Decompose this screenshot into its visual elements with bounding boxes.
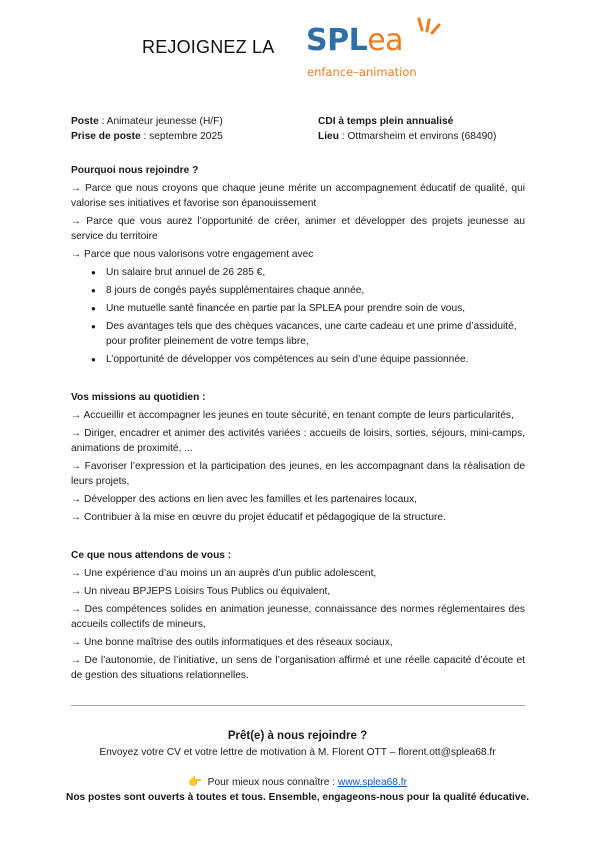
lieu-value: : Ottmarsheim et environs (68490) — [338, 131, 497, 142]
logo-word-ea: ea — [367, 23, 404, 58]
expect-title: Ce que nous attendons de vous : — [71, 550, 232, 561]
footer-slogan: Nos postes sont ouverts à toutes et tous. Ensemble, engageons-nous pour la qualité éducative. — [65, 792, 530, 803]
join-heading: REJOIGNEZ LA — [142, 37, 275, 57]
mission-item: → Favoriser l’expression et la participation des jeunes, en les accompagnant dans la réalisation de leurs projets, — [71, 461, 525, 487]
logo-word-sp: SPL — [306, 23, 368, 58]
expect-item: → Des compétences solides en animation jeunesse, connaissance des normes réglementaires des accueils collectifs de mineurs, — [71, 604, 525, 630]
expect-item: → De l’autonomie, de l’initiative, un sens de l’organisation affirmé et une réelle capacité d’écoute et de gestion des situations relationnelles. — [71, 655, 525, 681]
header — [0, 14, 595, 84]
poste-value: : Animateur jeunesse (H/F) — [98, 116, 223, 127]
benefit-item: ● 8 jours de congés payés supplémentaires chaque année, — [91, 283, 525, 298]
mission-item: → Accueillir et accompagner les jeunes en toute sécurité, en tenant compte de leurs particularités, — [71, 410, 514, 421]
why-item: → Parce que nous croyons que chaque jeune mérite un accompagnement éducatif de qualité, qui valorise ses initiatives et favorise son épanouissement — [71, 183, 525, 209]
missions-title: Vos missions au quotidien : — [71, 392, 206, 403]
sun-rays-icon — [414, 14, 444, 40]
mission-item: → Diriger, encadrer et animer des activités variées : accueils de loisirs, sorties, séjours, mini-camps, animations de proximité, ... — [71, 428, 525, 454]
lieu-label: Lieu — [318, 131, 339, 142]
benefit-item: ● L’opportunité de développer vos compétences au sein d’une équipe passionnée. — [91, 352, 525, 367]
why-item: → Parce que vous aurez l’opportunité de créer, animer et développer des projets jeunesse au service du territoire — [71, 216, 525, 242]
contract-type: CDI à temps plein annualisé — [318, 116, 454, 127]
benefits-list — [71, 265, 525, 367]
benefit-item: ● Un salaire brut annuel de 26 285 €, — [91, 265, 525, 280]
benefit-item: ● Des avantages tels que des chèques vacances, une carte cadeau et une prime d’assiduité, pour profiter pleinement de votre temps libre, — [91, 319, 525, 349]
website-link[interactable]: www.splea68.fr — [337, 777, 408, 788]
why-item: → Parce que nous valorisons votre engagement avec — [71, 249, 314, 260]
footer-website-line — [0, 775, 595, 790]
mission-item: → Contribuer à la mise en œuvre du projet éducatif et pédagogique de la structure. — [71, 512, 446, 523]
logo-tagline: enfance–animation — [307, 65, 417, 79]
poste-label: Poste — [71, 116, 99, 127]
expect-item: → Une expérience d’au moins un an auprès d’un public adolescent, — [71, 568, 377, 579]
footer-title: Prêt(e) à nous rejoindre ? — [227, 730, 368, 742]
footer-contact: Envoyez votre CV et votre lettre de motivation à M. Florent OTT – florent.ott@splea68.fr — [99, 747, 496, 758]
prise-value: : septembre 2025 — [140, 131, 223, 142]
expect-item: → Une bonne maîtrise des outils informatiques et des réseaux sociaux, — [71, 637, 393, 648]
pointing-hand-icon: 👉 — [187, 776, 202, 788]
divider — [71, 705, 525, 706]
splea-logo — [304, 14, 454, 84]
mission-item: → Développer des actions en lien avec les familles et les partenaires locaux, — [71, 494, 417, 505]
benefit-item: ● Une mutuelle santé financée en partie par la SPLEA pour prendre soin de vous, — [91, 301, 525, 316]
prise-label: Prise de poste — [71, 131, 141, 142]
job-info — [71, 114, 531, 144]
main-content — [71, 163, 525, 683]
know-more-text: Pour mieux nous connaître : — [207, 777, 338, 788]
footer — [0, 728, 595, 805]
expect-item: → Un niveau BPJEPS Loisirs Tous Publics ou équivalent, — [71, 586, 331, 597]
why-title: Pourquoi nous rejoindre ? — [71, 165, 199, 176]
